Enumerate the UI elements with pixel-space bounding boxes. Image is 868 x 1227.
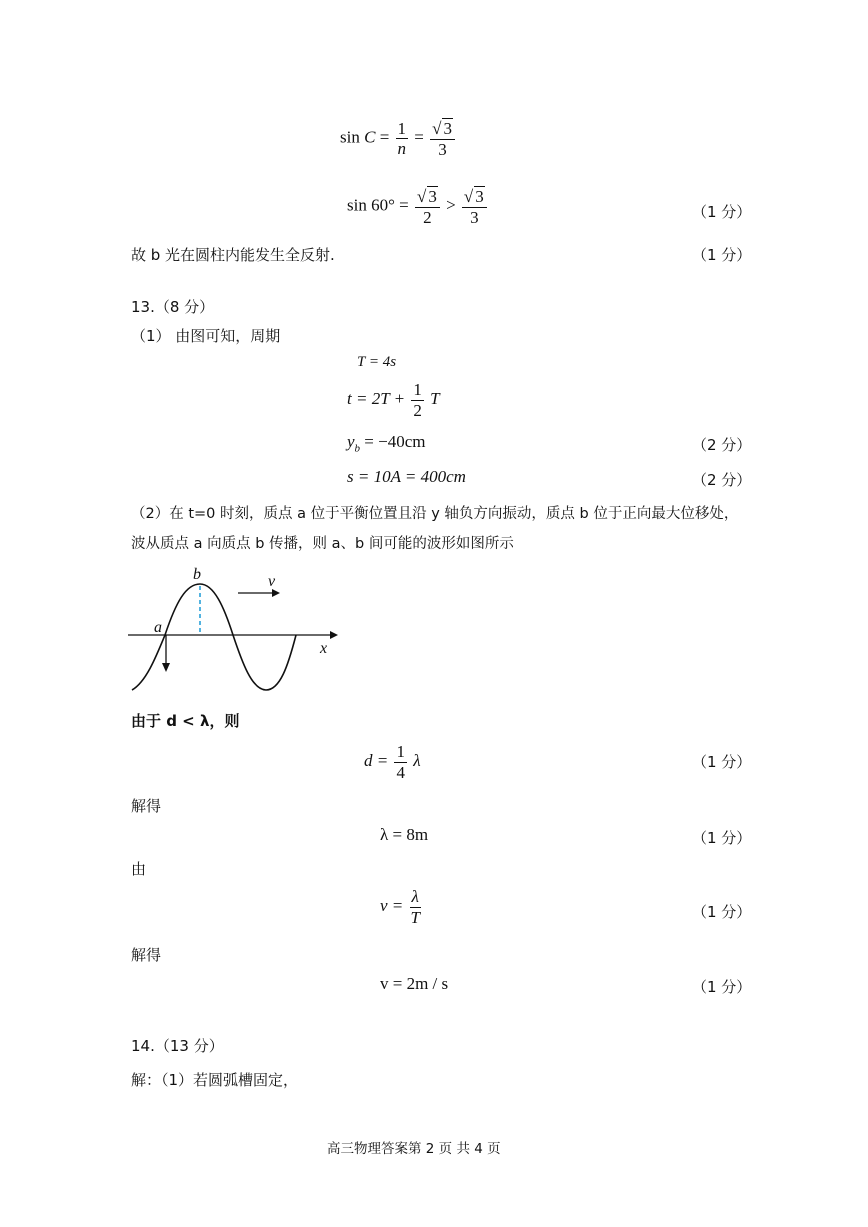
- text-line: 解：（1）若圆弧槽固定，: [131, 1071, 299, 1089]
- score: （1 分）: [692, 203, 752, 221]
- text-line: （1） 由图可知，周期: [131, 327, 281, 345]
- text-line: （2）在 t=0 时刻，质点 a 位于平衡位置且沿 y 轴负方向振动，质点 b 位于正向最大位移处，: [131, 506, 739, 522]
- label-a: a: [154, 619, 162, 636]
- eq-sin60: sin 60° = $\frac{√ 3}{2}$ > $\frac{√ 3}{3}$: [347, 186, 489, 227]
- score: （2 分）: [692, 436, 752, 454]
- eq-s: s = 10A = 400cm: [347, 467, 466, 486]
- eq-period: T = 4s: [357, 354, 397, 370]
- eq-d: d = $\frac{1}{4}$ λ: [364, 742, 421, 782]
- text-line: 由: [131, 860, 147, 878]
- label-b: b: [193, 566, 201, 583]
- eq-yb: $y_b = -40cm$: [347, 432, 426, 455]
- label-v: v: [268, 573, 276, 590]
- label-x: x: [320, 640, 328, 657]
- wave-curve: [132, 584, 296, 690]
- score: （1 分）: [692, 829, 752, 847]
- page-footer: 高三物理答案第 2 页 共 4 页: [327, 1141, 501, 1157]
- eq-sinc: sin C = $\frac{1}{n}$ = $\frac{√ 3}{3}$: [340, 118, 457, 159]
- score: （2 分）: [692, 471, 752, 489]
- score: （1 分）: [692, 903, 752, 921]
- wave-figure: [128, 562, 338, 694]
- question-heading: 13.（8 分）: [131, 298, 215, 316]
- eq-lambda: λ = 8m: [380, 825, 429, 844]
- text-line: 波从质点 a 向质点 b 传播，则 a、b 间可能的波形如图所示: [131, 536, 514, 552]
- velocity-arrow-head: [272, 589, 280, 597]
- score: （1 分）: [692, 246, 752, 264]
- question-heading: 14.（13 分）: [131, 1037, 224, 1055]
- text-line: 由于 d < λ，则: [131, 712, 240, 730]
- text-line: 故 b 光在圆柱内能发生全反射.: [131, 246, 335, 264]
- score: （1 分）: [692, 978, 752, 996]
- score: （1 分）: [692, 753, 752, 771]
- eq-v: v = $\frac{\lambda}{T}$: [380, 887, 420, 927]
- x-axis-arrow: [330, 631, 338, 639]
- text-line: 解得: [131, 946, 162, 964]
- text-line: 解得: [131, 797, 162, 815]
- eq-t: t = 2T + $\frac{1}{2}$ T: [347, 380, 440, 420]
- eq-v-result: v = 2m / s: [380, 974, 449, 993]
- down-arrow-head: [162, 663, 170, 672]
